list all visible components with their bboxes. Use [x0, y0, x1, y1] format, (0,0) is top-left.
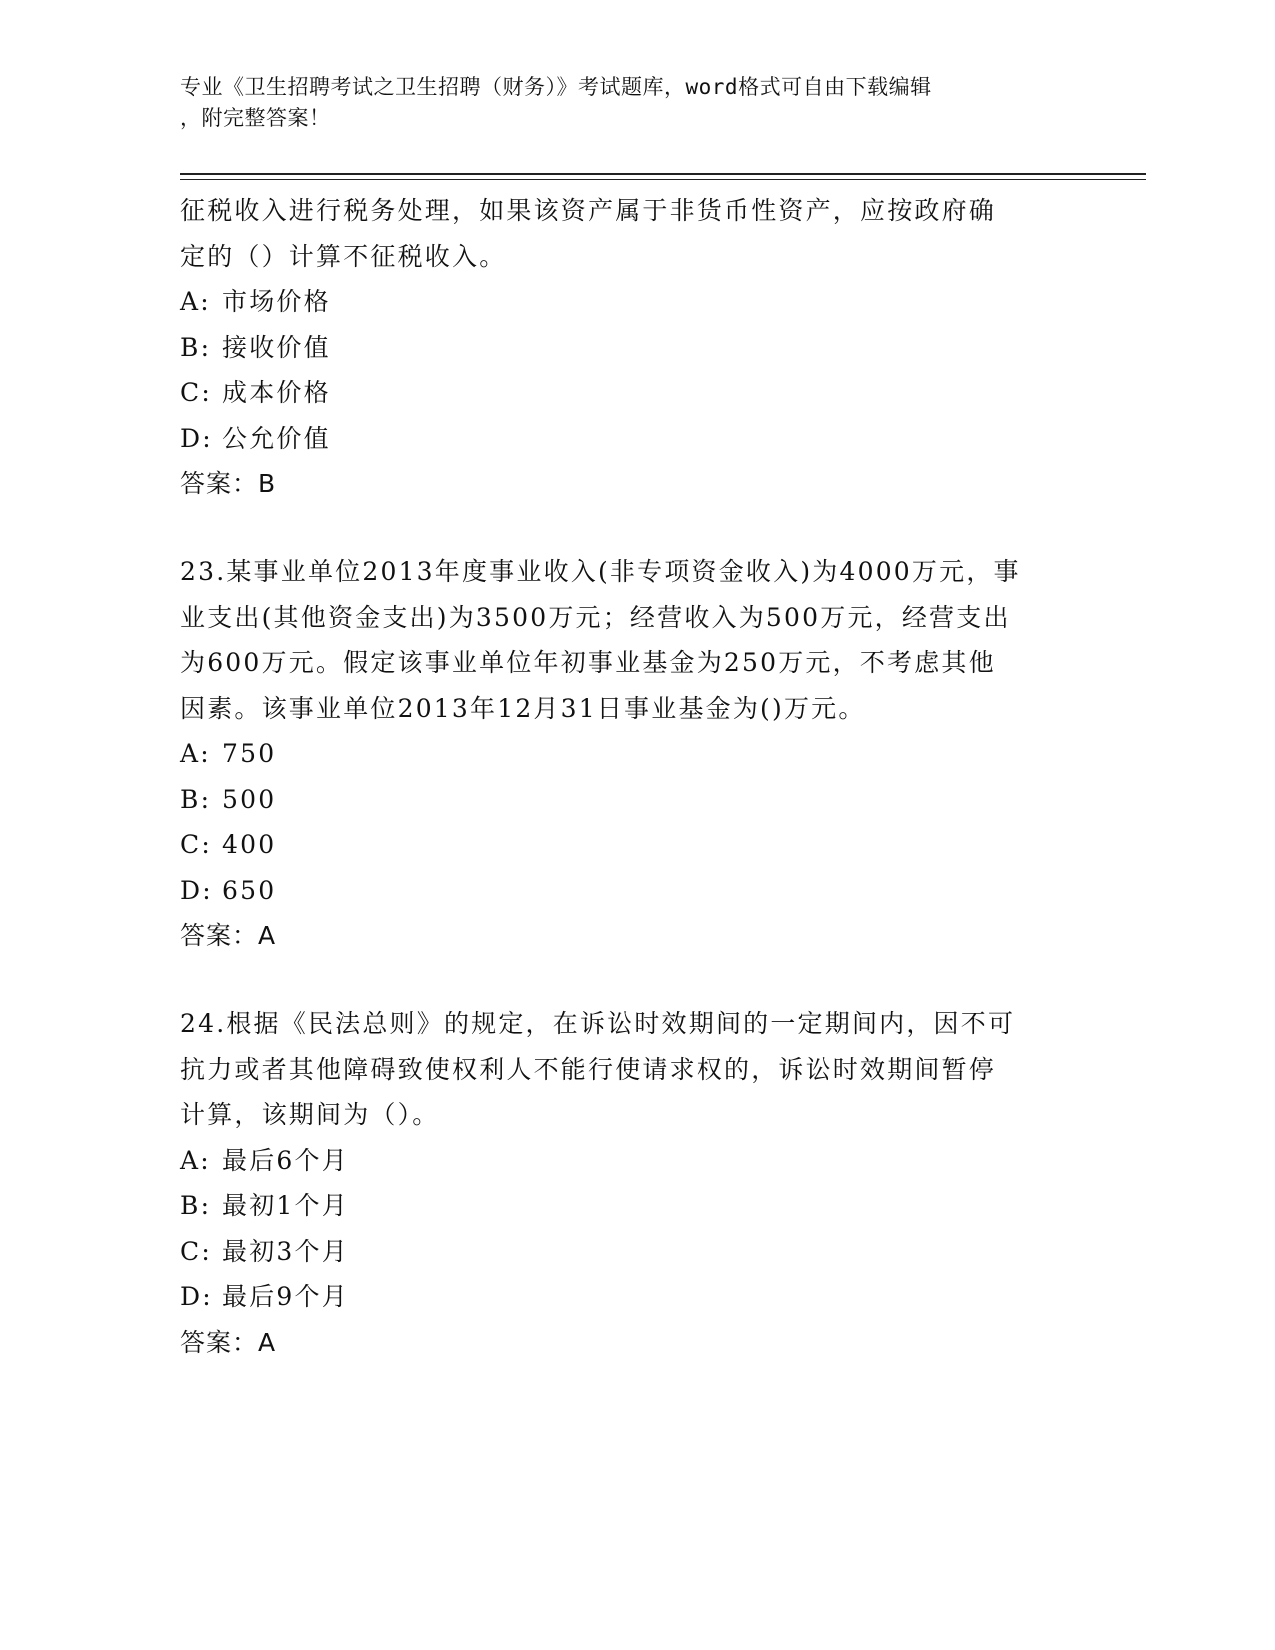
header-line-2: ，附完整答案！	[180, 106, 331, 130]
question-stem-line: 24.根据《民法总则》的规定，在诉讼时效期间的一定期间内，因不可	[180, 1009, 1016, 1038]
question-stem-line: 23.某事业单位2013年度事业收入(非专项资金收入)为4000万元，事	[180, 557, 1021, 586]
option-letter: B:	[180, 784, 212, 814]
option-a	[180, 279, 1060, 325]
answer-line: 答案：A	[180, 921, 277, 950]
option-c	[180, 370, 1060, 416]
option-d	[180, 1274, 1060, 1320]
spacer	[180, 959, 1060, 1001]
header-divider-thin	[180, 179, 1146, 180]
question-stem-line: 抗力或者其他障碍致使权利人不能行使请求权的，诉讼时效期间暂停	[180, 1054, 997, 1084]
option-text: 最后9个月	[222, 1282, 349, 1311]
document-body	[180, 188, 1060, 1366]
question-22	[180, 188, 1060, 507]
option-b	[180, 325, 1060, 371]
option-text: 650	[222, 875, 277, 905]
option-text: 成本价格	[222, 378, 331, 407]
spacer	[180, 507, 1060, 549]
option-letter: C:	[180, 378, 212, 407]
option-d	[180, 416, 1060, 462]
option-letter: A:	[180, 739, 211, 768]
option-letter: A:	[180, 287, 211, 316]
question-stem-line: 定的（）计算不征税收入。	[180, 241, 507, 271]
option-b	[180, 1183, 1060, 1229]
option-letter: B:	[180, 1191, 212, 1220]
question-stem-line: 因素。该事业单位2013年12月31日事业基金为()万元。	[180, 693, 866, 723]
question-23	[180, 549, 1060, 959]
document-header	[180, 72, 1030, 134]
option-text: 公允价值	[222, 423, 331, 453]
option-a	[180, 1138, 1060, 1184]
option-c	[180, 822, 1060, 868]
option-letter: D:	[180, 875, 213, 905]
option-letter: A:	[180, 1145, 211, 1175]
option-letter: B:	[180, 332, 212, 362]
header-divider-thick	[180, 173, 1146, 175]
option-text: 市场价格	[222, 287, 331, 316]
option-letter: C:	[180, 830, 212, 859]
option-text: 接收价值	[222, 332, 331, 362]
answer-line: 答案：A	[180, 1327, 277, 1357]
option-letter: C:	[180, 1236, 212, 1266]
option-c	[180, 1229, 1060, 1275]
option-text: 最初3个月	[222, 1236, 349, 1266]
question-stem-line: 业支出(其他资金支出)为3500万元；经营收入为500万元，经营支出	[180, 602, 1011, 632]
option-letter: D:	[180, 1282, 213, 1311]
option-a	[180, 731, 1060, 777]
header-line-1: 专业《卫生招聘考试之卫生招聘（财务）》考试题库，word格式可自由下载编辑	[180, 75, 932, 99]
option-text: 400	[222, 830, 277, 859]
question-stem-line: 征税收入进行税务处理，如果该资产属于非货币性资产，应按政府确	[180, 196, 997, 225]
option-text: 500	[222, 784, 277, 814]
option-b	[180, 777, 1060, 823]
option-text: 750	[222, 739, 277, 768]
question-24	[180, 1001, 1060, 1366]
option-letter: D:	[180, 423, 213, 453]
answer-line: 答案：B	[180, 469, 277, 498]
question-stem-line: 计算，该期间为（）。	[180, 1100, 440, 1129]
question-stem-line: 为600万元。假定该事业单位年初事业基金为250万元，不考虑其他	[180, 648, 996, 677]
option-d	[180, 868, 1060, 914]
option-text: 最后6个月	[222, 1145, 349, 1175]
option-text: 最初1个月	[222, 1191, 349, 1220]
